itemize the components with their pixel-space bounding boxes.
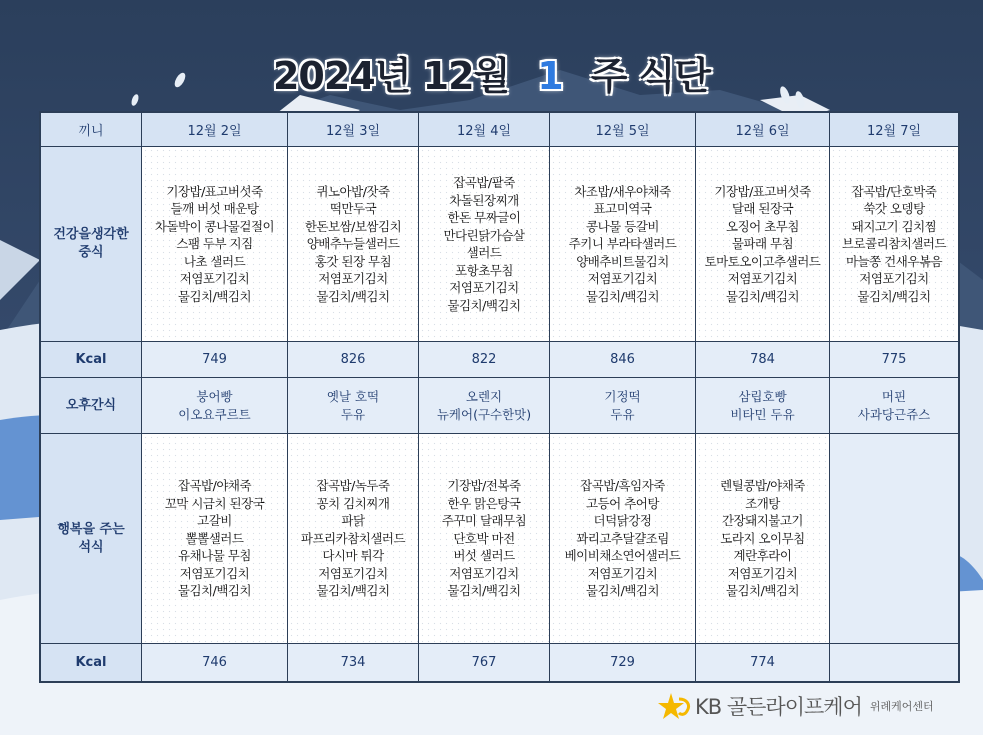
dinner-menu-cell: 기장밥/전복죽 한우 맑은탕국 주꾸미 달래무침 단호박 마전 버섯 샐러드 저염포기김치 물김치/백김치 bbox=[419, 434, 550, 644]
snack-cell: 오렌지 뉴케어(구수한맛) bbox=[419, 378, 550, 434]
snack-label: 오후간식 bbox=[41, 378, 142, 434]
kb-star-icon bbox=[657, 691, 693, 721]
kcal-value: 729 bbox=[550, 644, 696, 682]
title-week-number: 1 bbox=[537, 54, 563, 98]
logo-sub: 위례케어센터 bbox=[869, 700, 934, 713]
kcal-value: 826 bbox=[288, 342, 419, 378]
kcal-value: 774 bbox=[696, 644, 830, 682]
kcal-value: 822 bbox=[419, 342, 550, 378]
lunch-menu-cell: 차조밥/새우야채죽 표고미역국 콩나물 등갈비 주키니 부라타샐러드 양배추비트물김치 저염포기김치 물김치/백김치 bbox=[550, 147, 696, 342]
title-prefix: 2024년 12월 bbox=[272, 54, 510, 98]
lunch-row bbox=[41, 147, 959, 342]
dinner-menu-cell-empty bbox=[830, 434, 959, 644]
kcal-value: 775 bbox=[830, 342, 959, 378]
snack-cell: 기정떡 두유 bbox=[550, 378, 696, 434]
snack-cell: 삼립호빵 비타민 두유 bbox=[696, 378, 830, 434]
day-header: 12월 3일 bbox=[288, 113, 419, 147]
lunch-menu-cell: 기장밥/표고버섯죽 들깨 버섯 매운탕 차돌박이 콩나물겉절이 스팸 두부 지짐 나초 샐러드 저염포기김치 물김치/백김치 bbox=[142, 147, 288, 342]
title-suffix: 주 식단 bbox=[590, 54, 711, 98]
kcal-value: 746 bbox=[142, 644, 288, 682]
snack-cell: 붕어빵 이오요쿠르트 bbox=[142, 378, 288, 434]
logo-brand: KB 골든라이프케어 bbox=[695, 695, 862, 719]
dinner-menu-cell: 잡곡밥/흑임자죽 고등어 추어탕 더덕닭강정 꽈리고추달걀조림 베이비채소연어샐러드 저염포기김치 물김치/백김치 bbox=[550, 434, 696, 644]
kcal-value: 749 bbox=[142, 342, 288, 378]
lunch-menu-cell: 잡곡밥/팥죽 차돌된장찌개 한돈 무짜글이 만다린닭가슴살 샐러드 포항초무침 저염포기김치 물김치/백김치 bbox=[419, 147, 550, 342]
kb-golden-life-care-logo bbox=[657, 689, 934, 723]
dinner-row bbox=[41, 434, 959, 644]
day-header: 12월 6일 bbox=[696, 113, 830, 147]
snack-row bbox=[41, 378, 959, 434]
corner-label: 끼니 bbox=[41, 113, 142, 147]
dinner-menu-cell: 렌틸콩밥/야채죽 조개탕 간장돼지불고기 도라지 오이무침 계란후라이 저염포기김치 물김치/백김치 bbox=[696, 434, 830, 644]
day-header: 12월 4일 bbox=[419, 113, 550, 147]
kcal-value: 767 bbox=[419, 644, 550, 682]
dinner-label: 행복을 주는 석식 bbox=[41, 434, 142, 644]
lunch-kcal-row bbox=[41, 342, 959, 378]
kcal-label: Kcal bbox=[41, 342, 142, 378]
snack-cell: 옛날 호떡 두유 bbox=[288, 378, 419, 434]
snack-cell: 머핀 사과당근쥬스 bbox=[830, 378, 959, 434]
page-title bbox=[0, 45, 983, 100]
lunch-menu-cell: 기장밥/표고버섯죽 달래 된장국 오징어 초무침 물파래 무침 토마토오이고추샐러드 저염포기김치 물김치/백김치 bbox=[696, 147, 830, 342]
dinner-menu-cell: 잡곡밥/녹두죽 꽁치 김치찌개 파닭 파프리카참치샐러드 다시마 튀각 저염포기김치 물김치/백김치 bbox=[288, 434, 419, 644]
dinner-menu-cell: 잡곡밥/야채죽 꼬막 시금치 된장국 고갈비 뽈뽈샐러드 유채나물 무침 저염포기김치 물김치/백김치 bbox=[142, 434, 288, 644]
dinner-kcal-row bbox=[41, 644, 959, 682]
day-header: 12월 5일 bbox=[550, 113, 696, 147]
kcal-value bbox=[830, 644, 959, 682]
day-header: 12월 2일 bbox=[142, 113, 288, 147]
day-header: 12월 7일 bbox=[830, 113, 959, 147]
kcal-value: 784 bbox=[696, 342, 830, 378]
kcal-value: 734 bbox=[288, 644, 419, 682]
kcal-label: Kcal bbox=[41, 644, 142, 682]
header-row bbox=[41, 113, 959, 147]
lunch-menu-cell: 잡곡밥/단호박죽 쑥갓 오뎅탕 돼지고기 김치찜 브로콜리참치샐러드 마늘쫑 건새우볶음 저염포기김치 물김치/백김치 bbox=[830, 147, 959, 342]
kcal-value: 846 bbox=[550, 342, 696, 378]
meal-table bbox=[40, 112, 959, 682]
lunch-menu-cell: 퀴노아밥/잣죽 떡만두국 한돈보쌈/보쌈김치 양배추누들샐러드 홍갓 된장 무침 저염포기김치 물김치/백김치 bbox=[288, 147, 419, 342]
lunch-label: 건강을생각한 중식 bbox=[41, 147, 142, 342]
